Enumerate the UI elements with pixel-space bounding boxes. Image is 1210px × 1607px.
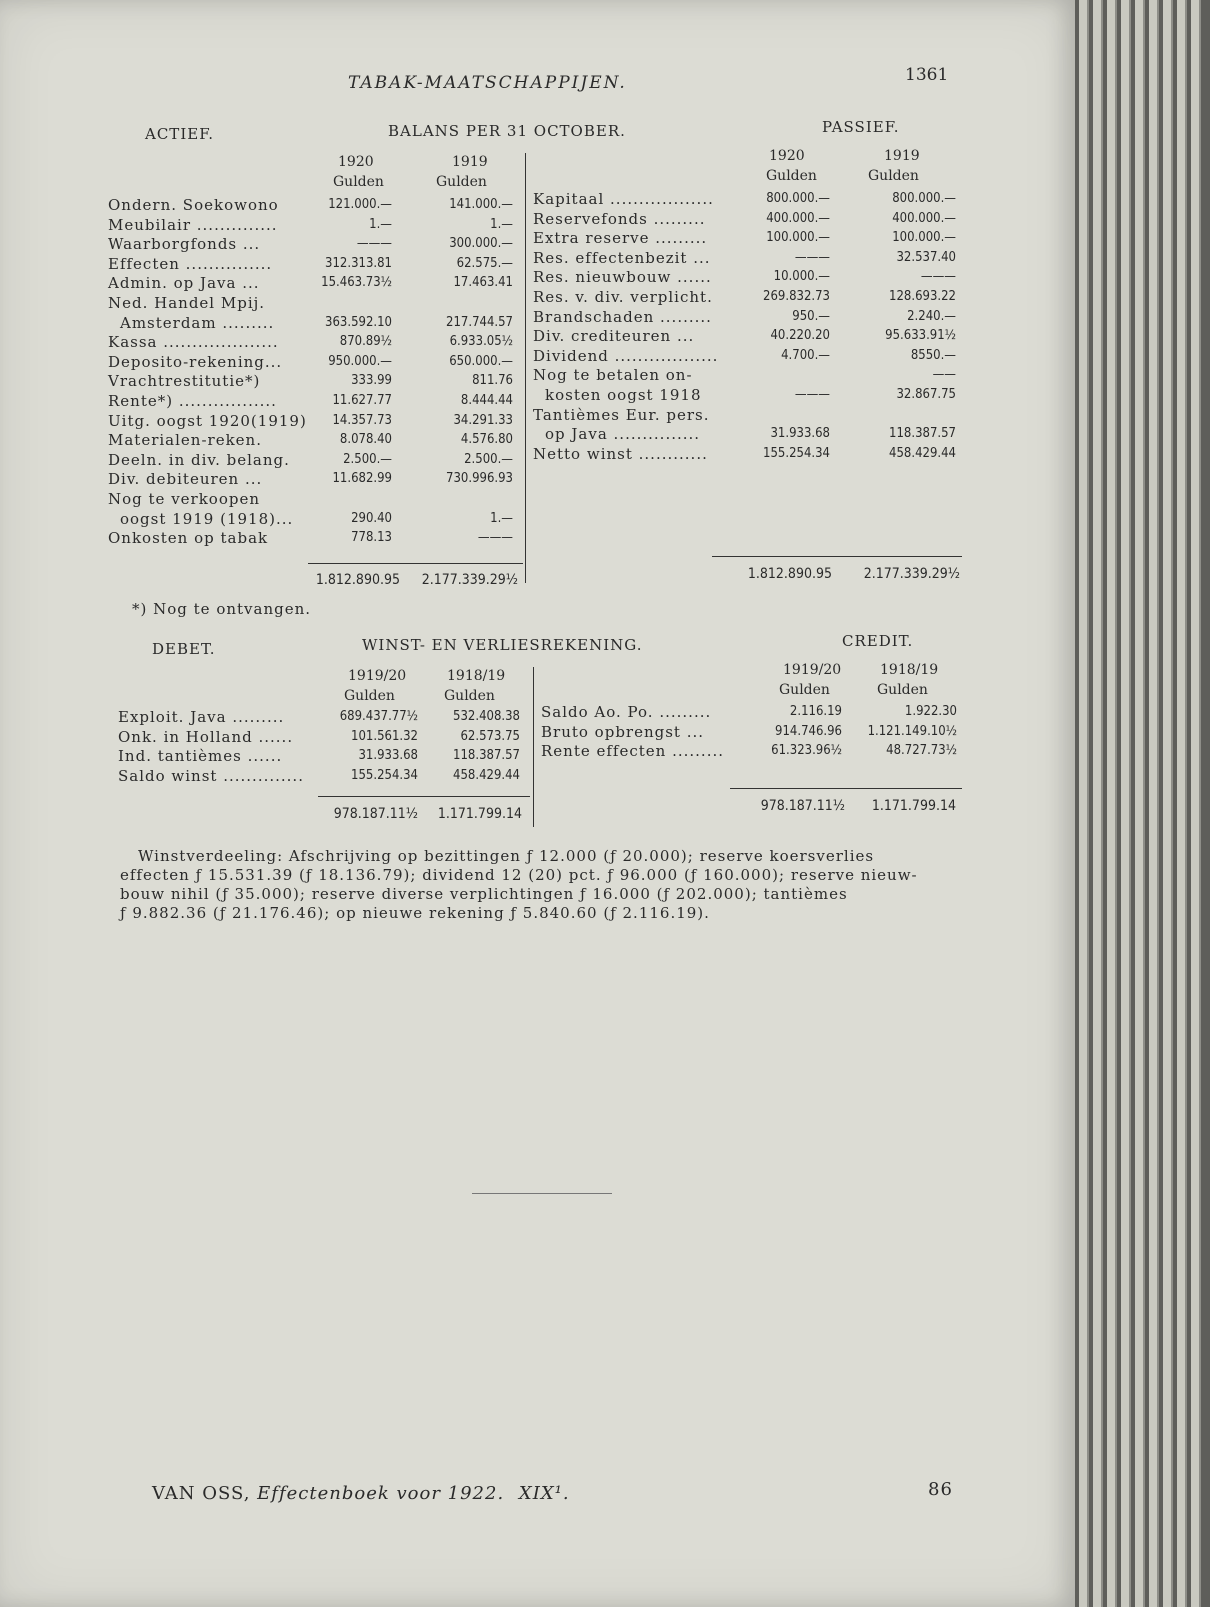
actief-row-value-v1920: 1.— [369, 216, 392, 232]
credit-total-rule [730, 788, 962, 789]
passief-row-label: Nog te betalen on- [533, 366, 693, 385]
actief-row-label: Waarborgfonds ... [108, 235, 261, 254]
credit-row-value-a: 914.746.96 [775, 723, 842, 739]
debet-row-label: Exploit. Java ......... [118, 708, 285, 726]
actief-row-label: Uitg. oogst 1920(1919) [108, 411, 307, 430]
actief-row-value-v1920: 2.500.— [343, 451, 392, 467]
credit-unit-a: Gulden [779, 682, 830, 698]
debet-row-value-b: 458.429.44 [453, 767, 520, 783]
footer-publisher: VAN OSS, [152, 1483, 251, 1504]
credit-row-label: Saldo Ao. Po. ......... [541, 703, 712, 721]
balans-divider [525, 153, 526, 583]
actief-row-value-v1920: 290.40 [351, 510, 392, 526]
footer-book: Effectenboek voor 1922. [257, 1483, 505, 1504]
actief-total-1920: 1.812.890.95 [315, 572, 400, 588]
actief-row-value-v1920: 333.99 [351, 373, 392, 389]
actief-row-label: Div. debiteuren ... [108, 470, 263, 489]
passief-year-1920: 1920 [769, 148, 805, 164]
actief-row-value-v1920: 8.078.40 [339, 432, 392, 448]
actief-row-label: Nog te verkoopen [108, 490, 261, 508]
actief-row-label: Meubilair .............. [108, 215, 278, 234]
passief-year-1919: 1919 [884, 148, 920, 164]
debet-row-label: Ind. tantièmes ...... [118, 747, 283, 765]
passief-row-label: Div. crediteuren ... [533, 327, 695, 346]
debet-row-value-b: 118.387.57 [453, 748, 520, 763]
passief-total-1919: 2.177.339.29½ [863, 566, 960, 582]
credit-total-a: 978.187.11½ [760, 798, 845, 814]
actief-row-label: Ned. Handel Mpij. [108, 294, 266, 312]
separator-rule [472, 1193, 612, 1194]
passief-row-label: Brandschaden ......... [533, 307, 712, 326]
passief-row-value-v1920: 950.— [792, 308, 830, 324]
book-page-edges [1075, 0, 1210, 1607]
passief-row-value-v1920: ——— [794, 249, 830, 265]
passief-row-label: Res. v. div. verplicht. [533, 288, 713, 306]
footer [152, 1483, 570, 1504]
debet-row-value-a: 31.933.68 [358, 748, 418, 763]
passief-row-value-v1919: 32.867.75 [896, 387, 956, 402]
actief-row-label: Admin. op Java ... [108, 274, 260, 293]
actief-row-value-v1919: 650.000.— [449, 353, 513, 369]
passief-row-value-v1920: 10.000.— [773, 269, 830, 285]
actief-total-1919: 2.177.339.29½ [421, 572, 518, 588]
actief-row-value-v1919: 300.000.— [449, 236, 513, 252]
actief-row-label: Ondern. Soekowono [108, 196, 279, 214]
winstverdeeling-line-2: effecten ƒ 15.531.39 (ƒ 18.136.79); dividend 12 (20) pct. ƒ 96.000 (ƒ 160.000); reserve nieuw- [120, 866, 918, 884]
passief-total-rule [712, 556, 962, 557]
actief-row-value-v1919: ——— [477, 530, 513, 546]
actief-row-label: Rente*) ................. [108, 392, 277, 410]
actief-row-value-v1920: ——— [356, 236, 392, 252]
actief-row-label: Amsterdam ......... [120, 313, 275, 332]
credit-row-label: Rente effecten ......... [541, 742, 725, 760]
passief-row-value-v1919: 128.693.22 [889, 289, 956, 304]
passief-row-label: Extra reserve ......... [533, 229, 708, 248]
debet-unit-b: Gulden [444, 688, 495, 704]
winst-left-title: DEBET. [152, 640, 216, 658]
actief-row-value-v1920: 363.592.10 [325, 314, 392, 330]
debet-total-a: 978.187.11½ [333, 806, 418, 822]
actief-year-1920: 1920 [338, 154, 374, 170]
debet-row-value-a: 155.254.34 [351, 767, 418, 783]
credit-year-a: 1919/20 [783, 662, 842, 678]
passief-row-value-v1920: 400.000.— [766, 210, 830, 226]
actief-row-label: Deposito-rekening... [108, 352, 283, 371]
actief-row-value-v1919: 730.996.93 [446, 471, 513, 487]
actief-row-value-v1920: 14.357.73 [332, 412, 392, 428]
actief-total-rule [308, 563, 523, 564]
passief-row-value-v1920: 100.000.— [766, 230, 830, 246]
passief-row-value-v1920: 40.220.20 [770, 328, 830, 344]
passief-row-label: Res. nieuwbouw ...... [533, 268, 712, 287]
passief-row-value-v1920: 800.000.— [766, 191, 830, 206]
passief-row-value-v1919: 400.000.— [892, 210, 956, 226]
credit-row-value-a: 61.323.96½ [771, 743, 842, 758]
credit-total-b: 1.171.799.14 [871, 798, 956, 814]
passief-row-value-v1919: 2.240.— [907, 308, 956, 324]
passief-row-value-v1919: 95.633.91½ [885, 328, 956, 344]
actief-row-value-v1920: 121.000.— [328, 197, 392, 212]
balans-right-title: PASSIEF. [822, 118, 900, 136]
actief-row-value-v1919: 141.000.— [449, 197, 513, 212]
actief-row-label: Materialen-reken. [108, 431, 262, 450]
actief-row-value-v1920: 778.13 [351, 530, 392, 546]
actief-unit-1920: Gulden [333, 174, 384, 190]
passief-row-value-v1920: 31.933.68 [770, 426, 830, 442]
passief-row-value-v1919: —— [932, 367, 956, 383]
page-number: 1361 [905, 65, 949, 85]
actief-row-label: Effecten ............... [108, 254, 273, 273]
actief-row-value-v1919: 811.76 [472, 373, 513, 389]
passief-row-label: Kapitaal .................. [533, 190, 714, 208]
passief-row-label: Res. effectenbezit ... [533, 248, 711, 267]
winst-right-title: CREDIT. [842, 632, 914, 650]
credit-year-b: 1918/19 [880, 662, 939, 678]
passief-row-value-v1919: 100.000.— [892, 230, 956, 246]
actief-row-value-v1919: 17.463.41 [453, 275, 513, 291]
passief-row-value-v1919: ——— [920, 269, 956, 285]
winst-title: WINST- EN VERLIESREKENING. [362, 636, 643, 654]
credit-row-value-b: 48.727.73½ [886, 743, 957, 758]
passief-row-label: kosten oogst 1918 [545, 386, 702, 404]
actief-row-label: Vrachtrestitutie*) [108, 372, 261, 391]
passief-row-label: Tantièmes Eur. pers. [533, 405, 710, 424]
passief-unit-1919: Gulden [868, 168, 919, 184]
winstverdeeling-line-1: Winstverdeeling: Afschrijving op bezittingen ƒ 12.000 (ƒ 20.000); reserve koersverlies [138, 847, 875, 865]
balans-title: BALANS PER 31 OCTOBER. [388, 122, 626, 140]
passief-row-label: Reservefonds ......... [533, 209, 706, 228]
actief-year-1919: 1919 [452, 154, 488, 170]
debet-row-label: Onk. in Holland ...... [118, 727, 294, 746]
actief-row-value-v1919: 4.576.80 [460, 432, 513, 448]
actief-row-value-v1919: 62.575.— [456, 255, 513, 271]
actief-row-value-v1920: 870.89½ [339, 334, 392, 350]
passief-row-value-v1920: 155.254.34 [763, 445, 830, 461]
passief-unit-1920: Gulden [766, 168, 817, 184]
debet-row-value-a: 101.561.32 [351, 728, 418, 744]
debet-total-b: 1.171.799.14 [437, 806, 522, 822]
actief-row-value-v1920: 312.313.81 [325, 255, 392, 271]
credit-row-value-b: 1.922.30 [904, 704, 957, 719]
credit-row-value-b: 1.121.149.10½ [867, 723, 957, 739]
actief-row-label: Kassa .................... [108, 333, 279, 352]
credit-row-value-a: 2.116.19 [789, 704, 842, 719]
passief-row-label: Netto winst ............ [533, 444, 708, 463]
actief-row-value-v1919: 1.— [490, 510, 513, 526]
passief-row-value-v1920: 4.700.— [781, 347, 830, 363]
passief-row-label: Dividend .................. [533, 346, 719, 365]
actief-row-value-v1920: 11.682.99 [332, 471, 392, 487]
passief-row-value-v1919: 458.429.44 [889, 445, 956, 461]
debet-row-value-b: 532.408.38 [453, 709, 520, 724]
actief-row-label: oogst 1919 (1918)... [120, 509, 294, 528]
actief-row-value-v1920: 950.000.— [328, 353, 392, 369]
passief-row-value-v1919: 800.000.— [892, 191, 956, 206]
debet-year-b: 1918/19 [447, 668, 506, 684]
winstverdeeling-line-4: ƒ 9.882.36 (ƒ 21.176.46); op nieuwe rekening ƒ 5.840.60 (ƒ 2.116.19). [120, 904, 710, 922]
actief-row-label: Onkosten op tabak [108, 529, 269, 548]
passief-row-value-v1920: ——— [794, 387, 830, 402]
actief-row-value-v1919: 6.933.05½ [449, 334, 513, 350]
passief-row-value-v1920: 269.832.73 [763, 289, 830, 304]
actief-row-value-v1919: 2.500.— [464, 451, 513, 467]
footer-sheet: 86 [928, 1479, 953, 1500]
actief-row-value-v1920: 15.463.73½ [321, 275, 392, 291]
actief-row-value-v1919: 217.744.57 [446, 314, 513, 330]
passief-row-value-v1919: 32.537.40 [896, 249, 956, 265]
passief-row-label: op Java ............... [545, 425, 701, 444]
debet-row-value-b: 62.573.75 [460, 728, 520, 744]
winstverdeeling-line-3: bouw nihil (ƒ 35.000); reserve diverse verplichtingen ƒ 16.000 (ƒ 202.000); tantièmes [120, 885, 848, 903]
credit-row-label: Bruto opbrengst ... [541, 722, 705, 741]
passief-total-1920: 1.812.890.95 [747, 566, 832, 582]
debet-total-rule [318, 796, 530, 797]
winst-divider [533, 667, 534, 827]
debet-row-label: Saldo winst .............. [118, 766, 304, 785]
credit-unit-b: Gulden [877, 682, 928, 698]
actief-row-label: Deeln. in div. belang. [108, 450, 290, 469]
debet-unit-a: Gulden [344, 688, 395, 704]
actief-row-value-v1919: 8.444.44 [460, 393, 513, 408]
passief-row-value-v1919: 118.387.57 [889, 426, 956, 442]
footnote: *) Nog te ontvangen. [132, 600, 312, 618]
debet-year-a: 1919/20 [348, 668, 407, 684]
actief-row-value-v1920: 11.627.77 [332, 393, 392, 408]
actief-unit-1919: Gulden [436, 174, 487, 190]
page-title: TABAK-MAATSCHAPPIJEN. [348, 73, 627, 93]
actief-row-value-v1919: 1.— [490, 216, 513, 232]
footer-volume: XIX¹. [518, 1483, 570, 1504]
actief-row-value-v1919: 34.291.33 [453, 412, 513, 428]
passief-row-value-v1919: 8550.— [910, 347, 956, 363]
debet-row-value-a: 689.437.77½ [339, 709, 418, 724]
balans-left-title: ACTIEF. [145, 125, 215, 143]
